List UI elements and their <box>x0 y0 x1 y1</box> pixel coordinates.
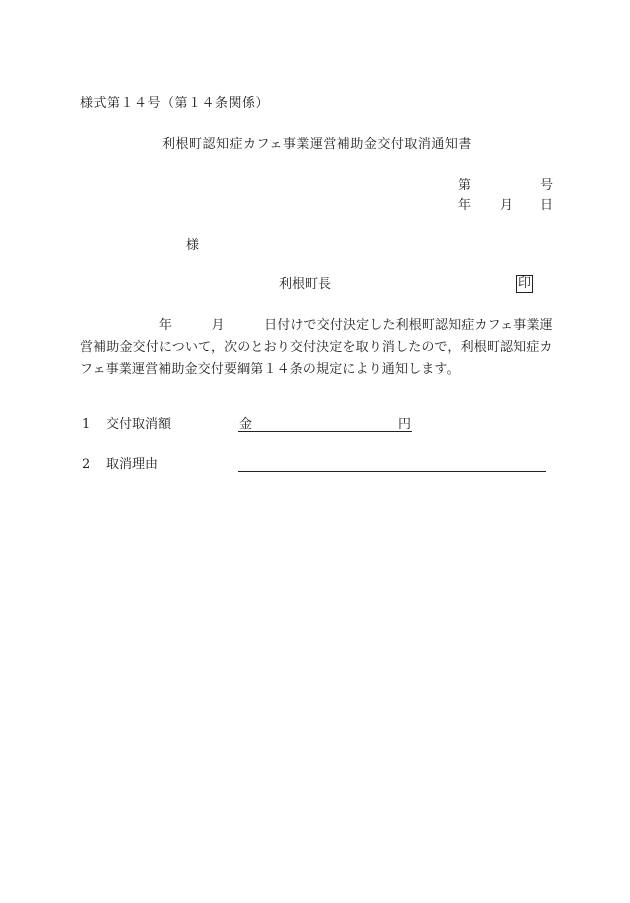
item-label-cancel-amount: 交付取消額 <box>106 417 172 432</box>
item-label-cancel-reason: 取消理由 <box>106 457 159 472</box>
item-number: 2 <box>82 457 91 472</box>
date-month-label: 月 <box>500 198 514 213</box>
notice-body: 年 月 日付けで交付決定した利根町認知症カフェ事業運営補助金交付について，次のとおり交付決定を取り消したので，利根町認知症カフェ事業運営補助金交付要綱第１４条の規定により通知します。 <box>80 318 553 377</box>
cancel-amount-field <box>238 416 412 432</box>
issuer-title: 利根町長 <box>279 277 332 292</box>
item-number: 1 <box>82 417 91 432</box>
cancel-reason-field <box>238 456 546 472</box>
amount-prefix: 金 <box>239 417 253 432</box>
document-number-prefix: 第 <box>458 178 472 193</box>
document-number-suffix: 号 <box>540 178 554 193</box>
amount-currency: 円 <box>398 417 412 432</box>
recipient-honorific: 様 <box>186 238 200 253</box>
date-day-label: 日 <box>540 198 554 213</box>
date-year-label: 年 <box>458 198 472 213</box>
seal-mark: 印 <box>518 276 532 291</box>
form-number: 様式第１４号（第１４条関係） <box>80 96 270 111</box>
document-title: 利根町認知症カフェ事業運営補助金交付取消通知書 <box>162 137 472 152</box>
